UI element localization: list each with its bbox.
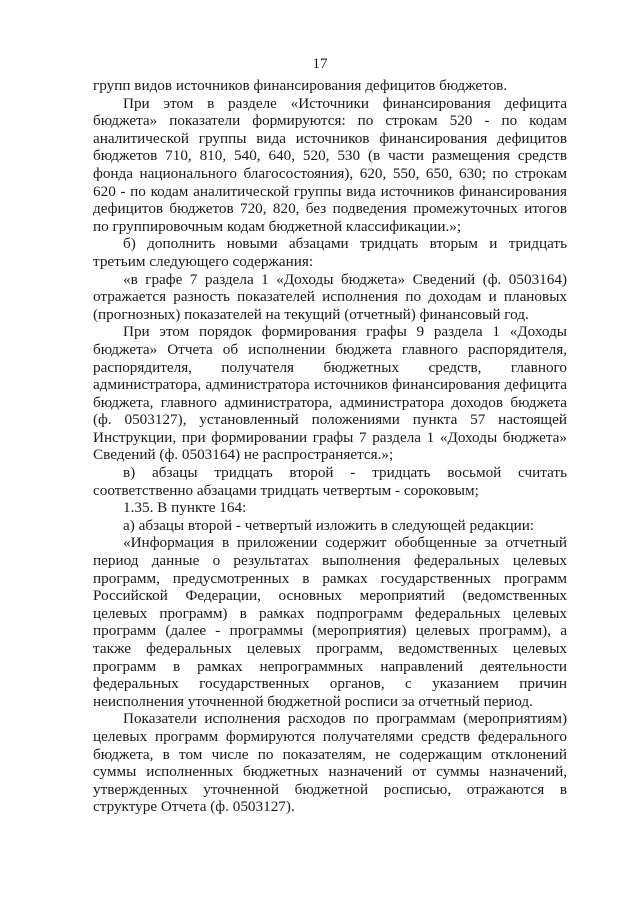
paragraph-8: а) абзацы второй - четвертый изложить в следующей редакции: — [123, 516, 535, 534]
paragraph-3: б) дополнить новыми абзацами тридцать вторым и тридцать третьим следующего содержания: — [93, 235, 567, 270]
paragraph-6: в) абзацы тридцать второй - тридцать восьмой считать соответственно абзацами тридцать четвертым - сороковым; — [93, 464, 567, 499]
paragraph-1: групп видов источников финансирования дефицитов бюджетов. — [93, 77, 508, 94]
paragraph-2: При этом в разделе «Источники финансирования дефицита бюджета» показатели формируются: по строкам 520 - по кодам аналитической группы вида источников финансирования дефицитов бюджетов 710, 810, 540, 640, 520, 530 (в части размещения средств фонда национального благосостояния), 620, 550, 650, 630; по строкам 620 - по кодам аналитической группы вида источников финансирования дефицитов бюджетов 720, 820, без подведения промежуточных итогов по группировочным кодам бюджетной классификации.»; — [93, 94, 567, 235]
paragraph-4: «в графе 7 раздела 1 «Доходы бюджета» Сведений (ф. 0503164) отражается разность показателей исполнения по доходам и плановых (прогнозных) показателей на текущий (отчетный) финансовый год. — [93, 270, 567, 323]
paragraph-9: «Информация в приложении содержит обобщенные за отчетный период данные о результатах выполнения федеральных целевых программ, предусмотренных в рамках государственных программ Российской Федерации, основных мероприятий (ведомственных целевых программ) в рамках подпрограмм федеральных целевых программ (далее - программы (мероприятия) целевых программ), а также федеральных целевых программ, ведомственных целевых программ в рамках непрограммных направлений деятельности федеральных государственных органов, с указанием причин неисполнения уточненной бюджетной росписи за отчетный период. — [93, 534, 567, 710]
page-number: 17 — [312, 56, 328, 72]
paragraph-7: 1.35. В пункте 164: — [123, 499, 247, 517]
document-body — [93, 77, 567, 816]
paragraph-10: Показатели исполнения расходов по программам (мероприятиям) целевых программ формируются получателями средств федерального бюджета, в том числе по показателям, не содержащим отклонений суммы исполненных бюджетных назначений от суммы назначений, утвержденных уточненной бюджетной росписью, отражаются в структуре Отчета (ф. 0503127). — [93, 710, 567, 816]
paragraph-5: При этом порядок формирования графы 9 раздела 1 «Доходы бюджета» Отчета об исполнении бюджета главного распорядителя, распорядителя, получателя бюджетных средств, главного администратора, администратора источников финансирования дефицита бюджета, главного администратора, администратора доходов бюджета (ф. 0503127), установленный положениями пункта 57 настоящей Инструкции, при формировании графы 7 раздела 1 «Доходы бюджета» Сведений (ф. 0503164) не распространяется.»; — [93, 323, 567, 464]
